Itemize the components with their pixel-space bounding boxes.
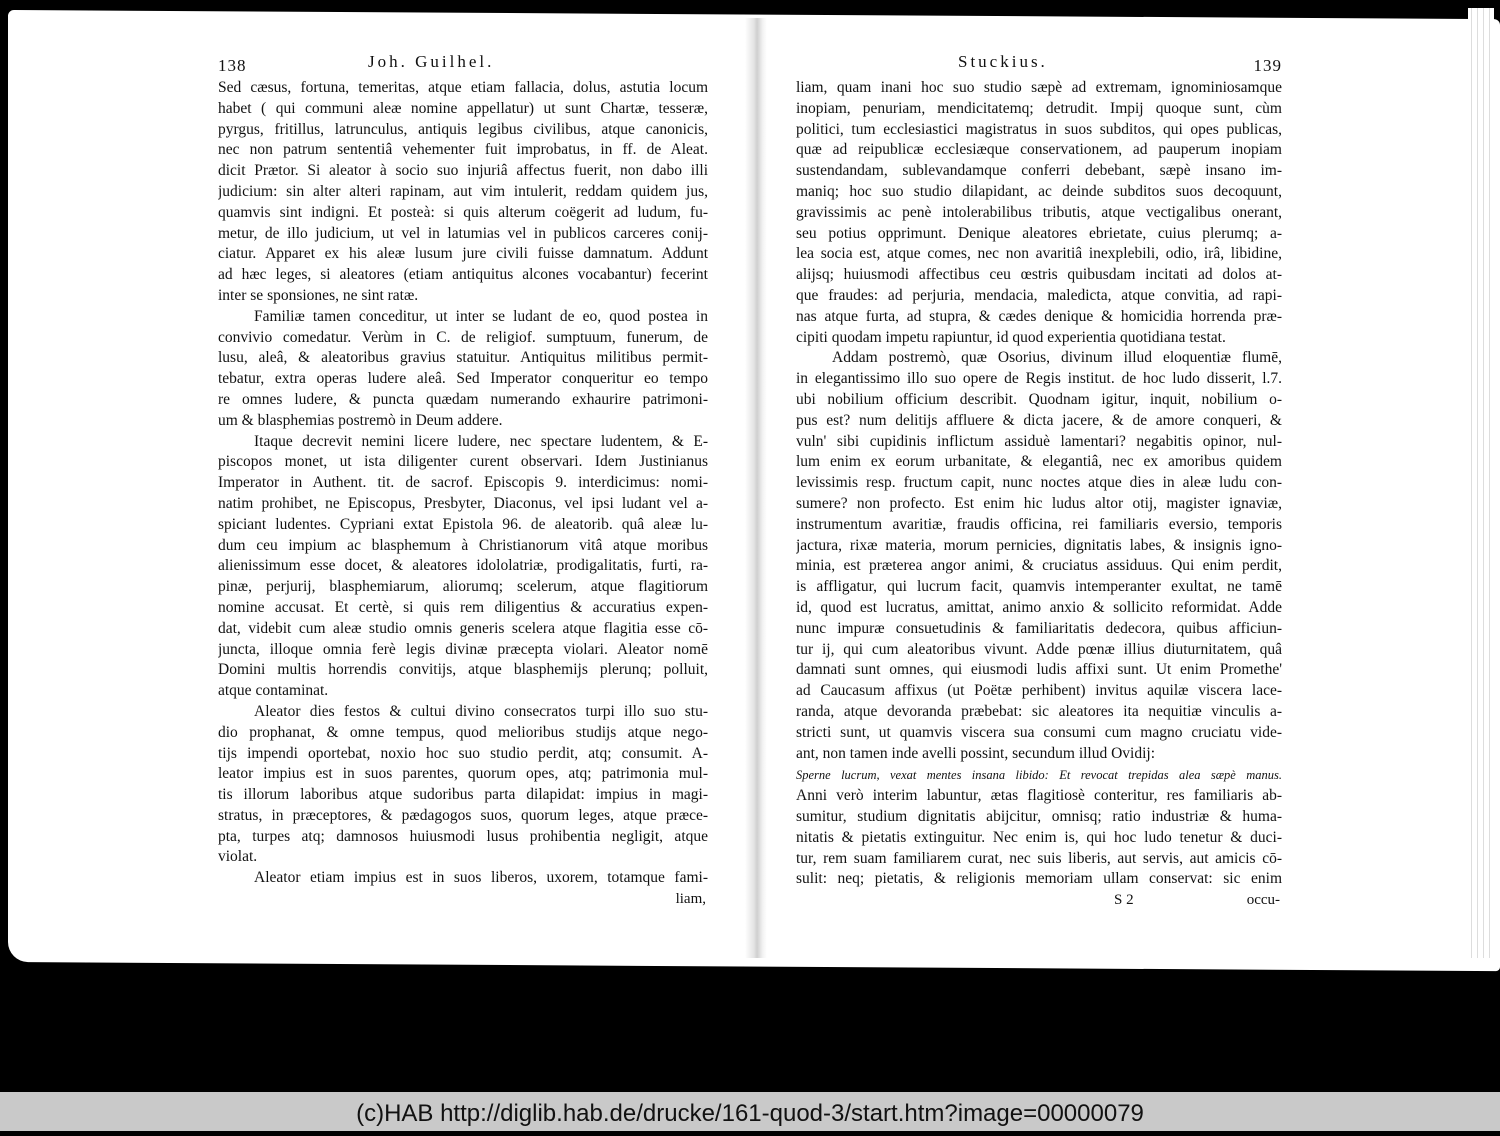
text-line: tijs impendi oportebat, noxio hoc suo studio perdit, atq; consumit. A- <box>218 744 708 762</box>
book-gutter <box>745 18 767 958</box>
text-line: leator impius est in suos parentes, quorum opes, atq; patrimonia mul- <box>218 765 708 783</box>
running-head-title: Joh. Guilhel. <box>368 52 495 71</box>
text-line: ad hæc leges, si aleatores (etiam antiquitus alcones vocabantur) fecerint <box>218 266 708 284</box>
text-line: spiciant ludentes. Cypriani extat Epistola 96. de aleatorib. quâ aleæ lu- <box>218 515 708 533</box>
text-line: lusu, aleâ, & aleatoribus gravius statuitur. Antiquitus militibus permit- <box>218 349 708 367</box>
text-line: pyrgus, fritillus, latrunculus, antiquis legibus civilibus, atque canonicis, <box>218 120 708 138</box>
text-line: alijsq; huiusmodi affectibus ceu œstris quibusdam incitati ad dolos at- <box>796 266 1282 284</box>
text-line: inopiam, penuriam, mendicitatemq; detrudit. Impij quoque sunt, cùm <box>796 99 1282 117</box>
text-line: nomine accusat. Et certè, si quis rem diligentius & accuratius expen- <box>218 598 708 616</box>
text-line: randa, atque devoranda præbebat: sic aleatores ita nequitiæ vinculis a- <box>796 702 1282 720</box>
text-line: levissimis resp. fructum capit, nunc noctes atque dies in aleæ ludu con- <box>796 474 1282 492</box>
text-line: politici, tum ecclesiastici magistratus in suos subditos, qui opes publicas, <box>796 120 1282 138</box>
page-number: 139 <box>1253 56 1282 75</box>
text-line: juncta, illoque omnia ferè legis divinæ præcepta violari. Aleator nomē <box>218 640 708 658</box>
text-line: inter se sponsiones, ne sint ratæ. <box>218 286 419 304</box>
text-line: dat, videbit cum aleæ studio omnis generis scelera atque flagitia esse cō- <box>218 619 708 637</box>
text-line: ad Caucasum affixus (ut Poëtæ perhibent) invitus aquilæ viscera lace- <box>796 682 1282 700</box>
text-line: dicit Prætor. Si aleator à socio suo injuriâ affectus fuerit, non dabo illi <box>218 162 708 180</box>
text-line: stratus, in præceptores, & pædagogos suos, quorum leges, atque præce- <box>218 806 708 824</box>
text-line: id, quod est lucratus, amittat, animo anxio & sollicito reformidat. Adde <box>796 598 1282 616</box>
text-line: tur ij, qui cum aleatoribus vivunt. Adde pœnæ illius diuturnitatem, quâ <box>796 640 1282 658</box>
catchword: occu- <box>1246 892 1280 909</box>
text-line: seu potius opprimunt. Denique aleatores ebrietate, cuius plerumq; a- <box>796 224 1282 242</box>
running-head <box>218 52 708 78</box>
catchword: liam, <box>675 891 706 908</box>
text-line: alienissimum esse docet, & aleatores idololatriæ, prodigalitatis, furti, ra- <box>218 557 708 575</box>
running-head <box>796 52 1282 78</box>
text-line: maniq; hoc suo studio dilapidant, ac deinde subditos suos decoquunt, <box>796 182 1282 200</box>
text-line: quæ ad reipublicæ ecclesiæque conservationem, ad pauperum inopiam <box>796 141 1282 159</box>
text-line: violat. <box>218 848 258 866</box>
text-line: sustendandam, sublevandamque conferri debebant, sæpè insano im- <box>796 162 1282 180</box>
text-line: in elegantissimo illo suo opere de Regis institut. de hoc ludo disserit, l.7. <box>796 370 1282 388</box>
text-line: Anni verò interim labuntur, ætas flagitiosè conteritur, res familiaris ab- <box>796 787 1282 805</box>
text-line: Imperator in Authent. tit. de sacrof. Episcopis 9. interdicimus: nomi- <box>218 474 708 492</box>
text-line: um & blasphemias postremò in Deum addere. <box>218 411 503 429</box>
left-page <box>218 52 708 915</box>
signature-mark: S 2 <box>1114 892 1134 909</box>
text-line: pta, turpes atq; damnosos huiusmodi lusus prohibentia negligit, atque <box>218 827 708 845</box>
text-line: pus est? num delitijs affluere & dicta jacere, & de amore conqueri, & <box>796 411 1282 429</box>
right-page <box>796 52 1282 916</box>
text-line: ant, non tamen inde avelli possint, secundum illud Ovidij: <box>796 744 1156 762</box>
text-line: Itaque decrevit nemini licere ludere, nec spectare ludentem, & E- <box>254 432 708 450</box>
page-foot <box>218 891 708 915</box>
text-line: quamvis sint indigni. Et posteà: si quis alterum coëgerit ad ludum, fu- <box>218 203 708 221</box>
text-line: Addam postremò, quæ Osorius, divinum illud eloquentiæ flumē, <box>832 349 1282 367</box>
footer-text: (c)HAB http://diglib.hab.de/drucke/161-quod-3/start.htm?image=00000079 <box>356 1100 1144 1127</box>
text-line: judicium: sin alter alteri rapinam, aut vim intulerit, reddam quidem jus, <box>218 182 708 200</box>
text-line: is affligatur, qui lucrum facit, quamvis intemperanter exultat, ne tamē <box>796 578 1282 596</box>
text-line: instrumentum avaritiæ, fraudis officina, rei familiaris eversio, temporis <box>796 515 1282 533</box>
text-line: re omnes ludere, & puncta quædam numerando exhaurire patrimoni- <box>218 390 708 408</box>
page-foot <box>796 892 1282 916</box>
text-line: Domini multis horrendis convitijs, atque blasphemijs plerunq; polluit, <box>218 661 708 679</box>
page-body <box>796 78 1282 890</box>
text-line: sumere? non profecto. Est enim hic ludus altor otij, magister ignaviæ, <box>796 494 1282 512</box>
text-line: atque contaminat. <box>218 682 329 700</box>
text-line: nitatis & pietatis extinguitur. Nec enim is, qui hoc ludo tenetur & duci- <box>796 828 1282 846</box>
text-line: Familiæ tamen conceditur, ut inter se ludant de eo, quod postea in <box>254 307 708 325</box>
text-line: liam, quam inani hoc suo studio sæpè ad extremam, ignominiosamque <box>796 79 1282 96</box>
text-line: lum enim ex eorum urbanitate, & elegantiâ, nec ex amoribus quidem <box>796 453 1282 471</box>
text-line: vuln' sibi cupidinis inflictum assiduè lamentari? negabitis opinor, nul- <box>796 432 1282 450</box>
text-line: que fraudes: ad perjuria, mendacia, maledicta, atque convitia, ad rapi- <box>796 286 1282 304</box>
text-line: tebatur, extra operas ludere aleâ. Sed Imperator conqueritur eo tempo <box>218 370 708 388</box>
text-line: jactura, rixæ materia, morum pernicies, dignitatis labes, & insignis igno- <box>796 536 1282 554</box>
text-line: habet ( qui communi aleæ nomine appellatur) ut sunt Chartæ, tesseræ, <box>218 99 708 117</box>
page-edges <box>1468 8 1494 958</box>
text-line: stricti sunt, ut quamvis viscera sua consumi cum magno cruciatu vide- <box>796 723 1282 741</box>
text-line: tis illorum laboribus atque sudoribus parta dilapidat: impius in magi- <box>218 786 708 804</box>
text-line: nas atque furta, ad stupra, & cædes denique & homicidia horrenda præ- <box>796 307 1282 325</box>
text-line: dio prophanat, & omne tempus, quod melioribus studijs atque nego- <box>218 723 708 741</box>
text-line: piscopos monet, ut ista diligenter curent observari. Idem Justinianus <box>218 453 708 471</box>
page-number: 138 <box>218 56 247 75</box>
text-line: nec non patrum sententiâ vehementer fuit improbatus, in ff. de Aleat. <box>218 141 708 159</box>
text-line: convivio comedatur. Verùm in C. de religiof. sumptuum, funerum, de <box>218 328 708 346</box>
text-line: Aleator dies festos & cultui divino consecratos turpi illo suo stu- <box>254 702 708 720</box>
text-line: sulit: neq; pietatis, & religionis memoriam ullam conservat: sic enim <box>796 870 1282 888</box>
verse-quotation: Sperne lucrum, vexat mentes insana libido: Et revocat trepidas alea sæpè manus. <box>796 768 1282 783</box>
text-line: ciatur. Apparet ex his aleæ lusum jure civili fuisse damnatum. Addunt <box>218 245 708 263</box>
text-line: nunc impuræ consuetudinis & familiaritatis dedecora, quibus afficiun- <box>796 619 1282 637</box>
copyright-footer <box>0 1092 1500 1131</box>
text-line: gravissimis ac penè intolerabilibus tributis, atque vectigalibus onerant, <box>796 203 1282 221</box>
running-head-title: Stuckius. <box>958 52 1048 71</box>
text-line: minia, est præterea angor animi, & cruciatus assiduus. Qui enim perdit, <box>796 557 1282 575</box>
page-body <box>218 78 708 889</box>
text-line: dum ceu impium ac blasphemum à Christianorum vitâ atque moribus <box>218 536 708 554</box>
text-line: Aleator etiam impius est in suos liberos, uxorem, totamque fami- <box>254 869 708 887</box>
text-line: cipiti quodam impetu rapiuntur, id quod experientia quotidiana testat. <box>796 328 1226 346</box>
text-line: pinæ, perjurij, blasphemiarum, aliorumq; scelerum, atque flagitiorum <box>218 578 708 596</box>
text-line: damnati sunt omnes, qui eiusmodi ludis affixi sunt. Ut enim Promethe' <box>796 661 1282 679</box>
text-line: metur, de illo judicium, ut vel in latumias vel in publicos carceres conij- <box>218 224 708 242</box>
text-line: tur, rem suam familiarem curat, nec suis liberis, aut servis, aut amicis cō- <box>796 849 1282 867</box>
text-line: ubi nobilium officium describit. Quodnam igitur, inquit, nobilium o- <box>796 390 1282 408</box>
text-line: sumitur, studium dignitatis abijcitur, omnisq; ratio industriæ & huma- <box>796 808 1282 826</box>
text-line: lea socia est, atque comes, nec non avaritiâ inexplebili, odio, irâ, libidine, <box>796 245 1282 263</box>
text-line: natim prohibet, ne Episcopus, Presbyter, Diaconus, vel ipsi ludant vel a- <box>218 494 708 512</box>
text-line: Sed cæsus, fortuna, temeritas, atque etiam fallacia, dolus, astutia locum <box>218 79 708 96</box>
